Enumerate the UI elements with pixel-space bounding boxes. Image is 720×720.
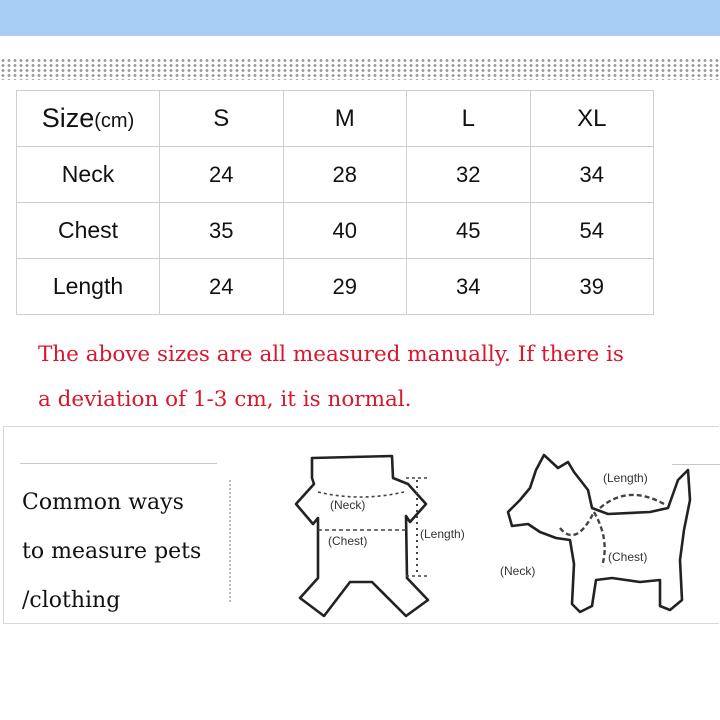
table-cell: 28 xyxy=(283,147,407,203)
table-cell: 29 xyxy=(283,259,407,315)
table-cell: 34 xyxy=(530,147,654,203)
note-line: a deviation of 1-3 cm, it is normal. xyxy=(38,387,412,412)
clothing-length-label: (Length) xyxy=(420,527,465,541)
caption-line: Common ways xyxy=(22,490,184,515)
size-column-header: L xyxy=(407,91,531,147)
table-cell: 32 xyxy=(407,147,531,203)
dog-neck-label: (Neck) xyxy=(500,564,536,578)
caption-line: to measure pets xyxy=(22,539,202,564)
row-label: Length xyxy=(17,259,160,315)
clothing-chest-label: (Chest) xyxy=(328,534,368,548)
note-line: The above sizes are all measured manually. If there is xyxy=(38,342,624,367)
size-column-header: M xyxy=(283,91,407,147)
size-label: Size xyxy=(41,103,95,133)
table-cell: 39 xyxy=(530,259,654,315)
caption-line: /clothing xyxy=(22,588,121,613)
table-cell: 54 xyxy=(530,203,654,259)
clothing-neck-label: (Neck) xyxy=(330,498,366,512)
clothing-measure-lines xyxy=(318,478,428,576)
table-cell: 24 xyxy=(160,147,284,203)
table-cell: 45 xyxy=(407,203,531,259)
dog-chest-label: (Chest) xyxy=(608,550,648,564)
row-label: Neck xyxy=(17,147,160,203)
row-label: Chest xyxy=(17,203,160,259)
unit-label: (cm) xyxy=(94,110,135,132)
table-cell: 24 xyxy=(160,259,284,315)
size-column-header: S xyxy=(160,91,284,147)
table-cell: 35 xyxy=(160,203,284,259)
table-cell: 40 xyxy=(283,203,407,259)
dog-icon xyxy=(508,455,690,612)
table-cell: 34 xyxy=(407,259,531,315)
dog-length-label: (Length) xyxy=(603,471,648,485)
size-column-header: XL xyxy=(530,91,654,147)
